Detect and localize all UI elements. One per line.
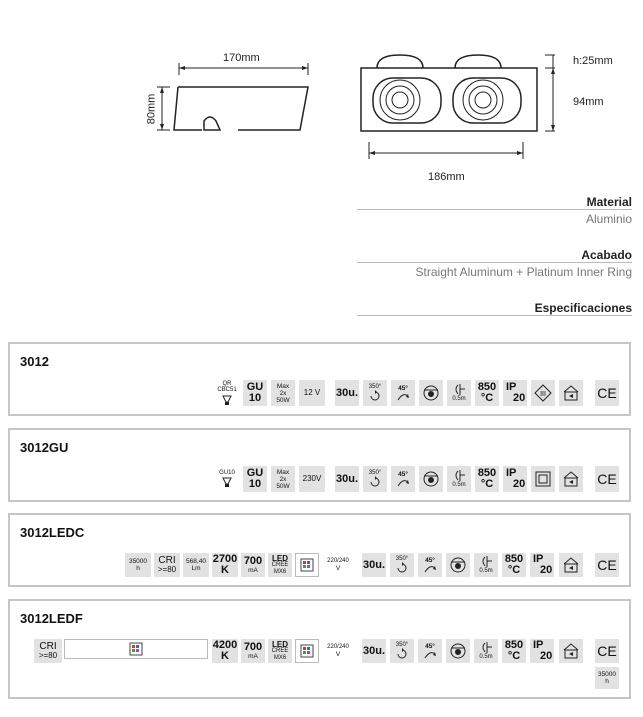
product-code: 3012: [20, 354, 49, 369]
temperature-badge: 850 °C: [475, 380, 499, 406]
svg-text:III: III: [540, 391, 546, 398]
indoor-house-icon: [559, 380, 583, 406]
side-width-label: 170mm: [223, 52, 260, 64]
cable-icon: 0.5m: [447, 380, 471, 406]
class-ii-icon: [531, 466, 555, 492]
ip-rating-badge: IP 20: [530, 639, 554, 663]
rotation-icon: 350°: [390, 553, 414, 577]
color-spectrum-icon: [129, 642, 143, 656]
color-temperature-badge: 4200 K: [212, 639, 238, 662]
tilt-icon: 45°: [418, 639, 442, 663]
recessed-icon: [446, 639, 470, 663]
blank-field: [64, 639, 208, 659]
quantity-badge: 30u.: [362, 553, 386, 577]
ip-rating-badge: IP 20: [530, 553, 554, 577]
front-width-label: 186mm: [428, 171, 465, 183]
product-card: [8, 342, 631, 416]
recessed-icon: [446, 553, 470, 577]
ce-mark: CE: [595, 466, 619, 492]
max-power-badge: Max 2x 50W: [271, 466, 295, 492]
front-height-label: 94mm: [573, 96, 604, 108]
voltage-badge: 220/240 V: [323, 639, 353, 663]
finish-value: Straight Aluminum + Platinum Inner Ring: [415, 265, 632, 279]
material-label: Material: [586, 195, 632, 209]
recessed-icon: [419, 380, 443, 406]
ce-mark: CE: [595, 553, 619, 577]
voltage-badge: 230V: [299, 466, 325, 492]
cable-icon: 0.5m: [447, 466, 471, 492]
led-type-badge: LED CREE MX6: [268, 553, 292, 577]
ip-rating-badge: IP 20: [503, 466, 527, 492]
color-spectrum-icon: [295, 553, 319, 577]
temperature-badge: 850 °C: [502, 639, 526, 663]
side-height-label: 80mm: [145, 93, 158, 125]
socket-badge: GU 10: [243, 380, 267, 406]
product-code: 3012LEDC: [20, 525, 85, 540]
quantity-badge: 30u.: [335, 380, 359, 406]
tilt-icon: 45°: [391, 466, 415, 492]
cable-icon: 0.5m: [474, 639, 498, 663]
lifetime-badge: 35000 h: [125, 553, 151, 577]
max-power-badge: Max 2x 50W: [271, 380, 295, 406]
rotation-icon: 350°: [363, 380, 387, 406]
voltage-badge: 220/240 V: [323, 553, 353, 577]
lamp-type-icon: QR CBC51: [215, 380, 239, 406]
indoor-house-icon: [559, 466, 583, 492]
current-badge: 700 mA: [241, 553, 265, 577]
quantity-badge: 30u.: [362, 639, 386, 663]
current-badge: 700 mA: [241, 639, 265, 663]
color-temperature-badge: 2700 K: [212, 553, 238, 576]
cri-badge: CRI >=80: [34, 639, 62, 663]
product-code: 3012GU: [20, 440, 69, 455]
recessed-icon: [419, 466, 443, 492]
tilt-icon: 45°: [391, 380, 415, 406]
lamp-type-icon: GU10: [215, 466, 239, 492]
color-spectrum-icon: [295, 639, 319, 663]
temperature-badge: 850 °C: [502, 553, 526, 577]
ip-rating-badge: IP 20: [503, 380, 527, 406]
indoor-house-icon: [559, 553, 583, 577]
cable-icon: 0.5m: [474, 553, 498, 577]
rotation-icon: 350°: [363, 466, 387, 492]
rotation-icon: 350°: [390, 639, 414, 663]
socket-badge: GU 10: [243, 466, 267, 492]
product-card: [8, 513, 631, 587]
ce-mark: CE: [595, 380, 619, 406]
bulb-icon: [221, 394, 233, 406]
material-value: Aluminio: [585, 212, 632, 226]
divider: [357, 262, 632, 263]
indoor-house-icon: [559, 639, 583, 663]
product-card: [8, 428, 631, 502]
temperature-badge: 850 °C: [475, 466, 499, 492]
product-code: 3012LEDF: [20, 611, 83, 626]
bulb-icon: [221, 476, 233, 488]
product-card: [8, 599, 631, 699]
tilt-icon: 45°: [418, 553, 442, 577]
cri-badge: CRI >=80: [154, 553, 180, 577]
divider: [357, 315, 632, 316]
ce-mark: CE: [595, 639, 619, 663]
class-iii-icon: [531, 380, 555, 406]
quantity-badge: 30u.: [335, 466, 359, 492]
specifications-label: Especificaciones: [534, 301, 632, 315]
lifetime-badge: 35000 h: [595, 667, 619, 689]
led-type-badge: LED CREE MX6: [268, 639, 292, 663]
front-view-drawing: [355, 45, 555, 170]
divider: [357, 209, 632, 210]
lumens-badge: 568,40 Lm: [183, 553, 209, 577]
voltage-badge: 12 V: [299, 380, 325, 406]
top-height-label: h:25mm: [573, 55, 613, 67]
finish-label: Acabado: [581, 248, 632, 262]
